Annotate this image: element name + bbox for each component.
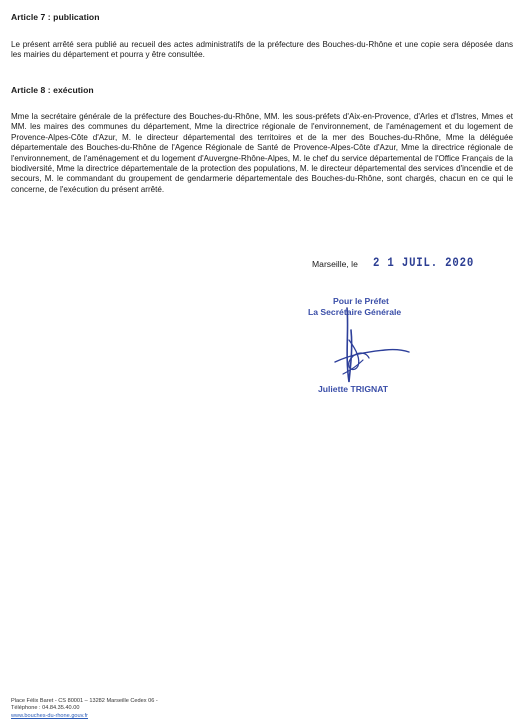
footer-address: Place Félix Baret - CS 80001 – 13282 Marseille Cedex 06 - <box>11 698 158 704</box>
article-8-title: Article 8 : exécution <box>11 85 94 95</box>
signatory-role: La Secrétaire Générale <box>308 307 402 317</box>
date-place: Marseille, le <box>312 259 358 269</box>
article-8-text: Mme la secrétaire générale de la préfecture des Bouches-du-Rhône, MM. les sous-préfets d'Aix-en-Provence, d'Arles et d'Istres, Mmes et MM. les maires des communes du département, Mme la directrice régionale de l'environnement, de l'aménagement et du logement de Provence-Alpes-Côte d'Azur, M. le directeur départemental des territoires et de la mer des Bouches-du-Rhône, Mme la déléguée départementale des Bouches-du-Rhône de l'Agence Régionale de Santé de Provence-Alpes-Côte d'Azur, Mme la directrice régionale de l'environnement, de l'aménagement et du logement d'Auvergne-Rhône-Alpes, M. le chef du service départemental de l'Office Français de la biodiversité, Mme la directrice départementale de la protection des populations, M. le directeur départemental des services d'incendie et de secours, M. le commandant du groupement de gendarmerie départementale des Bouches-du-Rhône, sont chargés, chacun en ce qui le concerne, de l'exécution du présent arrêté. <box>11 112 513 194</box>
article-7-text: Le présent arrêté sera publié au recueil des actes administratifs de la préfecture des Bouches-du-Rhône et une copie sera déposée dans les mairies du département et pourra y être consultée. <box>11 40 513 60</box>
footer-phone: Téléphone : 04.84.35.40.00 <box>11 705 80 711</box>
signatory-name: Juliette TRIGNAT <box>318 384 389 394</box>
article-7-title: Article 7 : publication <box>11 12 100 22</box>
footer-website-link[interactable]: www.bouches-du-rhone.gouv.fr <box>11 713 89 719</box>
date-stamp: 2 1 JUIL. 2020 <box>373 255 475 270</box>
signatory-title: Pour le Préfet <box>333 296 389 306</box>
